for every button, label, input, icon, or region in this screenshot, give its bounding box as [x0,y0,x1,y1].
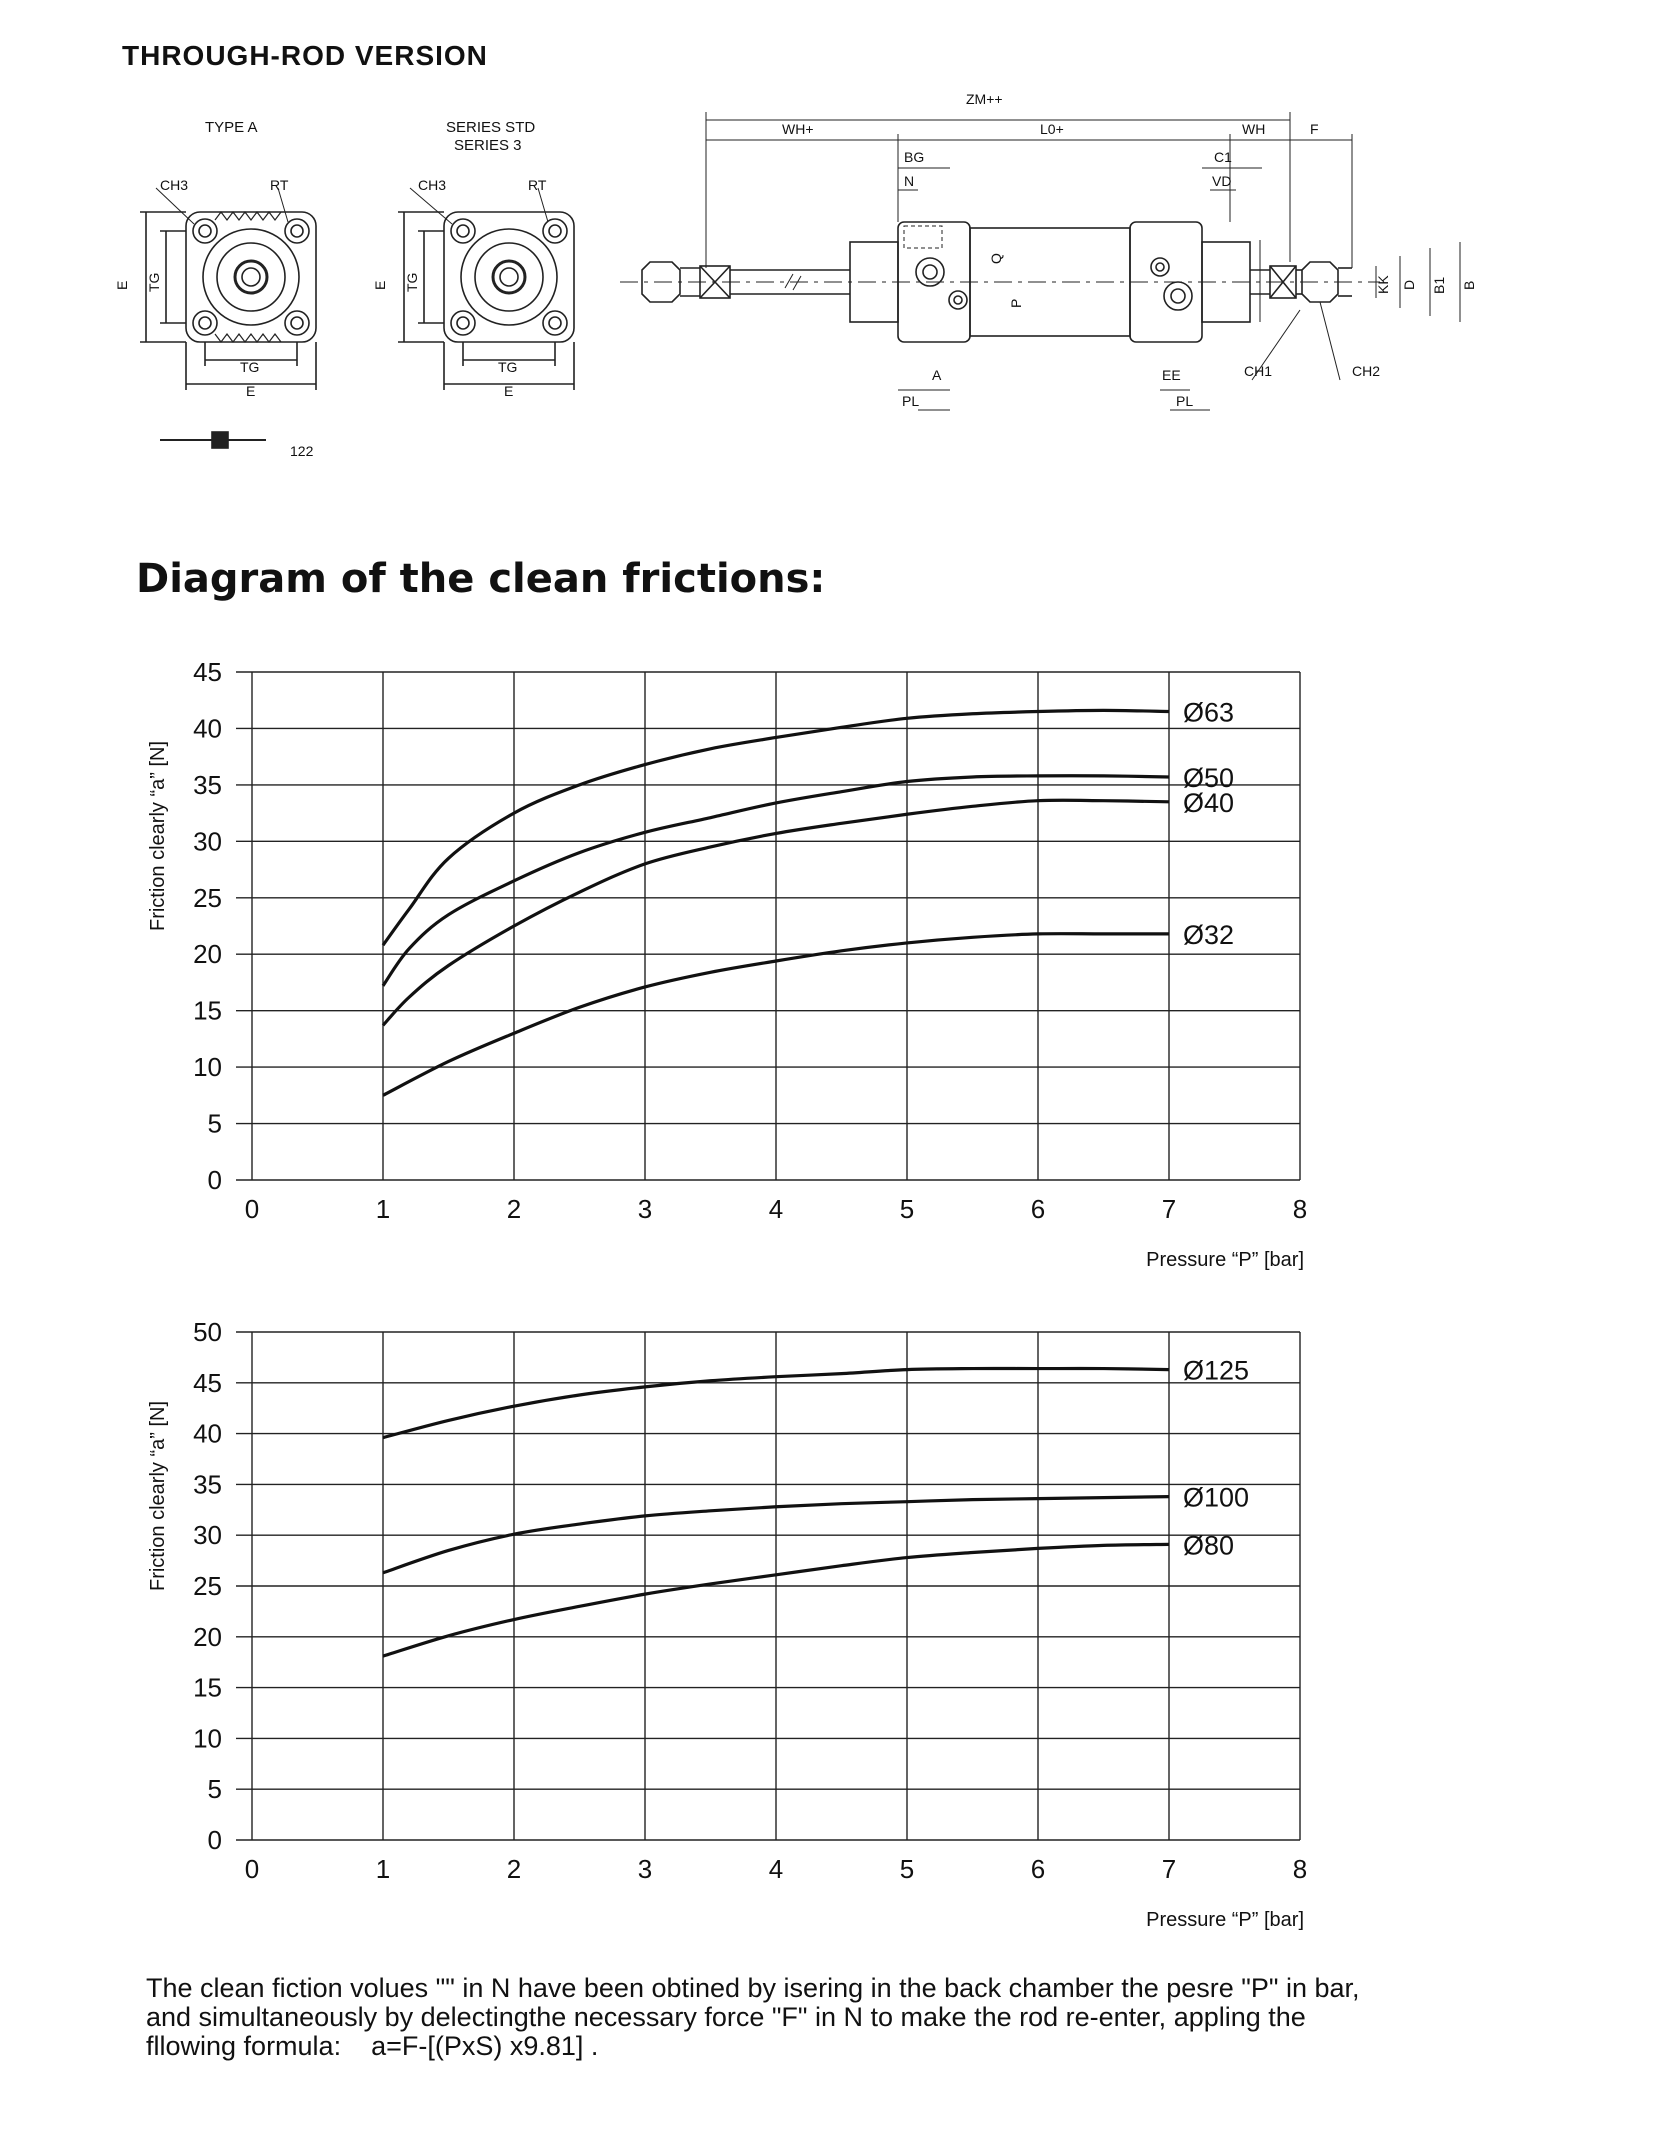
y-tick-label: 50 [193,1317,222,1347]
dim-c1: C1 [1214,149,1232,165]
label-rt: RT [528,177,547,193]
x-tick-label: 3 [637,1854,653,1884]
label-rt: RT [270,177,289,193]
y-tick-label: 0 [207,1825,222,1855]
y-tick-label: 10 [193,1052,222,1083]
y-tick-label: 0 [207,1165,222,1195]
label-e-horizontal: E [504,383,514,399]
dim-p: P [1008,298,1024,308]
series-title-line2: SERIES 3 [454,137,522,154]
dim-q: Q [988,253,1004,264]
dim-bg: BG [904,149,925,165]
y-tick-label: 25 [193,1571,222,1601]
series-label: Ø125 [1183,1355,1250,1386]
label-ch2: CH2 [1352,363,1381,379]
label-tg-vertical: TG [146,272,162,292]
x-tick-label: 0 [244,1854,260,1884]
dim-d: D [1401,279,1417,290]
dim-pl: PL [1176,393,1194,409]
y-axis-label: Friction clearly “a” [N] [147,740,169,932]
y-tick-label: 15 [193,1672,222,1703]
label-tg-horizontal: TG [498,359,518,375]
series-label: Ø63 [1183,697,1235,728]
x-tick-label: 0 [244,1194,260,1224]
type-a-title: TYPE A [205,119,258,136]
friction-chart-large-bores [0,1310,1654,1950]
series-label: Ø80 [1183,1530,1235,1561]
x-tick-label: 1 [375,1854,391,1884]
label-e-vertical: E [114,280,130,290]
y-tick-label: 15 [193,995,222,1026]
label-tg-vertical: TG [404,272,420,292]
dim-pl: PL [902,393,920,409]
dim-vd: VD [1212,173,1232,189]
y-tick-label: 45 [193,1367,222,1398]
y-tick-label: 40 [193,713,222,744]
part-number: 122 [290,443,314,459]
series-label: Ø50 [1183,762,1235,793]
x-axis-label: Pressure “P” [bar] [1146,1909,1304,1931]
label-ch3: CH3 [418,177,447,193]
y-tick-label: 25 [193,882,222,913]
y-tick-label: 20 [193,1621,222,1652]
label-e-horizontal: E [246,383,256,399]
x-tick-label: 5 [899,1194,915,1224]
y-tick-label: 5 [207,1774,222,1805]
label-tg-horizontal: TG [240,359,260,375]
x-tick-label: 3 [637,1194,653,1224]
series-label: Ø40 [1183,787,1235,818]
dim-n: N [904,173,915,189]
x-tick-label: 8 [1292,1194,1308,1224]
cylinder-side-view [620,112,1460,410]
dim-l0: L0+ [1040,121,1064,137]
y-tick-label: 30 [193,826,222,857]
x-tick-label: 7 [1161,1194,1177,1224]
type-a-front-view [140,188,316,448]
y-tick-label: 20 [193,939,222,970]
y-tick-label: 10 [193,1723,222,1754]
y-axis-label: Friction clearly “a” [N] [147,1400,169,1592]
y-tick-label: 5 [207,1108,222,1139]
series-title-line1: SERIES STD [446,119,536,136]
x-tick-label: 2 [506,1854,522,1884]
section-title: Diagram of the clean frictions: [136,556,826,602]
dim-kk: KK [1375,275,1391,294]
dim-wh: WH [1242,121,1266,137]
x-tick-label: 6 [1030,1194,1046,1224]
friction-chart-small-bores [0,650,1654,1290]
label-ch1: CH1 [1244,363,1273,379]
plot-area [193,1317,1307,1884]
x-tick-label: 2 [506,1194,522,1224]
footnote-line-1: The clean fiction volues "" in N have been obtined by isering in the back chamber the pesre "P" in bar, [146,1973,1360,2003]
dim-b1: B1 [1431,276,1447,294]
x-tick-label: 8 [1292,1854,1308,1884]
dim-zm: ZM++ [966,91,1003,107]
x-tick-label: 5 [899,1854,915,1884]
drawing-labels [114,91,1477,459]
series-std-front-view [398,188,574,390]
x-tick-label: 7 [1161,1854,1177,1884]
y-tick-label: 35 [193,1469,222,1500]
series-label: Ø100 [1183,1482,1250,1513]
y-tick-label: 45 [193,657,222,687]
y-tick-label: 40 [193,1418,222,1449]
x-tick-label: 1 [375,1194,391,1224]
technical-drawings [0,0,1654,480]
dim-ee: EE [1162,367,1181,383]
x-tick-label: 6 [1030,1854,1046,1884]
footnote-line-3: fllowing formula: a=F-[(PxS) x9.81] . [146,2031,599,2061]
y-tick-label: 30 [193,1520,222,1551]
page-title: THROUGH-ROD VERSION [122,40,488,71]
label-e-vertical: E [372,280,388,290]
footnote [146,1974,1446,2061]
series-label: Ø32 [1183,919,1235,950]
dim-b: B [1461,280,1477,290]
y-tick-label: 35 [193,769,222,800]
dim-wh-plus: WH+ [782,121,814,137]
x-tick-label: 4 [768,1194,784,1224]
label-ch3: CH3 [160,177,189,193]
x-axis-label: Pressure “P” [bar] [1146,1249,1304,1271]
x-tick-label: 4 [768,1854,784,1884]
dim-f: F [1310,121,1319,137]
footnote-line-2: and simultaneously by delectingthe necessary force "F" in N to make the rod re-enter, appling the [146,2002,1306,2032]
dim-a: A [932,367,942,383]
